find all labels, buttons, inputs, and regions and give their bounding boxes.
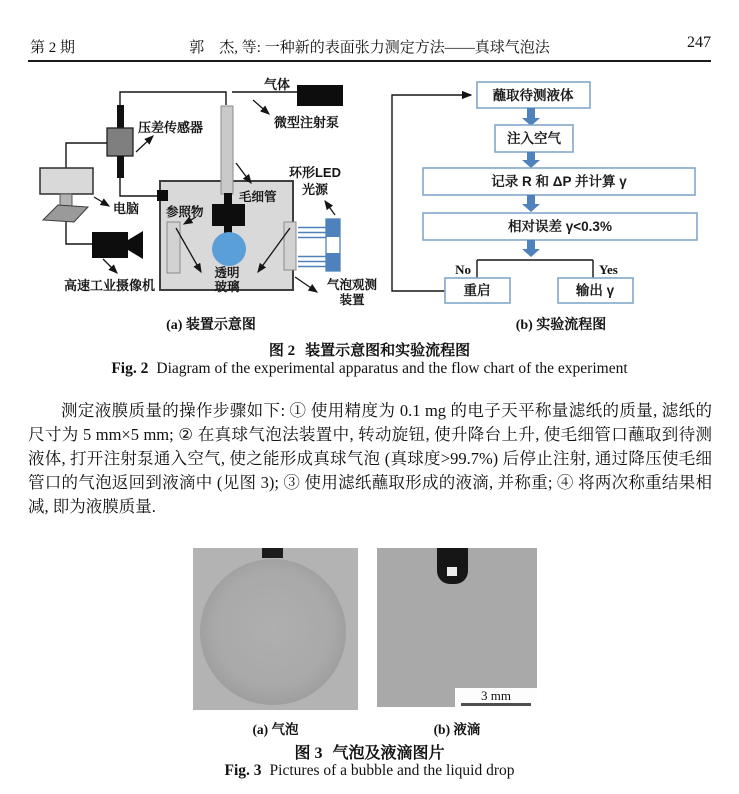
flow-arrow-4 <box>522 240 540 257</box>
ring-led-bottom <box>326 253 340 271</box>
photo-droplet <box>377 548 537 707</box>
flow-yes-label: Yes <box>599 262 618 277</box>
label-capillary: 毛细管 <box>239 190 277 204</box>
capillary-stub <box>262 548 283 558</box>
page-number: 247 <box>687 34 711 51</box>
label-observe-2: 装置 <box>339 293 365 307</box>
label-gas: 气体 <box>264 77 291 92</box>
pressure-sensor-icon <box>107 128 133 156</box>
monitor-icon <box>40 168 93 194</box>
glass-window-right <box>284 222 296 270</box>
fig3-caption-en <box>0 762 739 780</box>
fig2-caption-en-text: Diagram of the experimental apparatus and the flow chart of the experiment <box>156 360 628 377</box>
reference-object <box>212 204 245 226</box>
scale-bar-line <box>461 703 531 706</box>
flow-restart-label: 重启 <box>463 283 491 298</box>
label-led-2: 光源 <box>301 182 329 197</box>
camera-lens-icon <box>128 231 143 259</box>
chamber-port <box>157 190 168 201</box>
arrow-sensor <box>136 136 153 152</box>
bubble-image <box>200 559 346 705</box>
flow-output-label: 输出 γ <box>575 283 615 298</box>
wire-computer-sensor <box>66 143 107 168</box>
flow-step4-label: 相对误差 γ<0.3% <box>508 219 612 234</box>
bubble-shape <box>212 232 246 266</box>
led-light-rays <box>298 228 326 267</box>
wire-sensor-capillary <box>120 92 226 105</box>
capillary-droplet <box>447 567 457 576</box>
arrow-computer <box>94 197 109 206</box>
label-glass-1: 透明 <box>214 266 240 280</box>
fig3-caption-zh-text: 气泡及液滴图片 <box>332 745 445 762</box>
capillary-tube <box>221 106 233 194</box>
label-observe-1: 气泡观测 <box>326 278 378 292</box>
flow-step3-label: 记录 R 和 ΔP 并计算 γ <box>491 174 627 189</box>
fig3-caption-en-label: Fig. 3 <box>224 762 262 779</box>
label-sensor: 压差传感器 <box>138 120 204 135</box>
fig2-caption-zh <box>0 339 739 360</box>
fig2-caption-en <box>0 360 739 378</box>
scale-bar <box>455 688 537 707</box>
label-pump: 微型注射泵 <box>274 115 340 130</box>
fig3-caption-en-text: Pictures of a bubble and the liquid drop <box>269 762 515 779</box>
flow-arrow-2 <box>522 152 540 168</box>
glass-window-left <box>167 222 180 273</box>
flow-step2-label: 注入空气 <box>507 131 561 146</box>
fig2-caption-zh-label: 图 2 <box>268 343 296 359</box>
fig3-subcaption-b: (b) 液滴 <box>433 722 481 737</box>
label-camera: 高速工业摄像机 <box>64 278 156 293</box>
caption-panel-b: (b) 实验流程图 <box>515 318 607 333</box>
keyboard-icon <box>43 205 88 222</box>
arrow-pump <box>253 100 269 114</box>
arrow-led <box>325 201 335 215</box>
journal-issue: 第 2 期 <box>30 40 76 56</box>
label-computer: 电脑 <box>113 201 140 216</box>
wire-computer-camera <box>66 221 92 244</box>
sensor-bottom-port <box>117 156 124 178</box>
syringe-pump-icon <box>297 85 343 106</box>
photo-bubble <box>193 548 358 710</box>
fig3-subcaption-a: (a) 气泡 <box>252 722 299 737</box>
capillary-tip <box>437 548 468 584</box>
fig3-caption-zh <box>0 740 739 763</box>
flow-no-label: No <box>455 262 471 277</box>
flow-arrow-1 <box>522 108 540 126</box>
clamp-stem-top <box>224 193 232 205</box>
flow-branch-lines <box>477 260 593 278</box>
arrow-observe <box>295 277 317 292</box>
running-title: 郭 杰, 等: 一种新的表面张力测定方法——真球气泡法 <box>189 40 550 56</box>
label-reference: 参照物 <box>166 205 204 219</box>
camera-body-icon <box>92 232 128 258</box>
figure2-diagram <box>0 0 739 335</box>
wire-sensor-chamber <box>120 178 157 196</box>
flow-arrow-3 <box>522 195 540 212</box>
fig2-caption-zh-text: 装置示意图和实验流程图 <box>305 343 471 359</box>
flow-step1-label: 蘸取待测液体 <box>492 88 574 103</box>
label-led-1: 环形LED <box>288 165 342 180</box>
sensor-top-port <box>117 105 124 128</box>
label-glass-2: 玻璃 <box>214 280 240 294</box>
scale-bar-label: 3 mm <box>481 688 511 703</box>
fig2-caption-en-label: Fig. 2 <box>111 360 149 377</box>
ring-led-top <box>326 219 340 237</box>
fig3-caption-zh-label: 图 3 <box>294 745 323 762</box>
body-paragraph: 测定液膜质量的操作步骤如下: ① 使用精度为 0.1 mg 的电子天平称量滤纸的质量, 滤纸的尺寸为 5 mm×5 mm; ② 在真球气泡法装置中, 转动旋钮, 使升降台上升, 使毛细管口蘸取到待测液体, 打开注射泵通入空气, 使之能形成真球气泡 (真球度>99.7%) 后停止注射, 通过降压使毛细管口的气泡返回到液滴中 (见图 3); ③ 使用滤纸蘸取形成的液滴, 并称重; ④ 将两次称重结果相减, 即为液膜质量. <box>28 401 712 516</box>
arrow-camera <box>103 259 117 273</box>
caption-panel-a: (a) 装置示意图 <box>166 318 256 333</box>
